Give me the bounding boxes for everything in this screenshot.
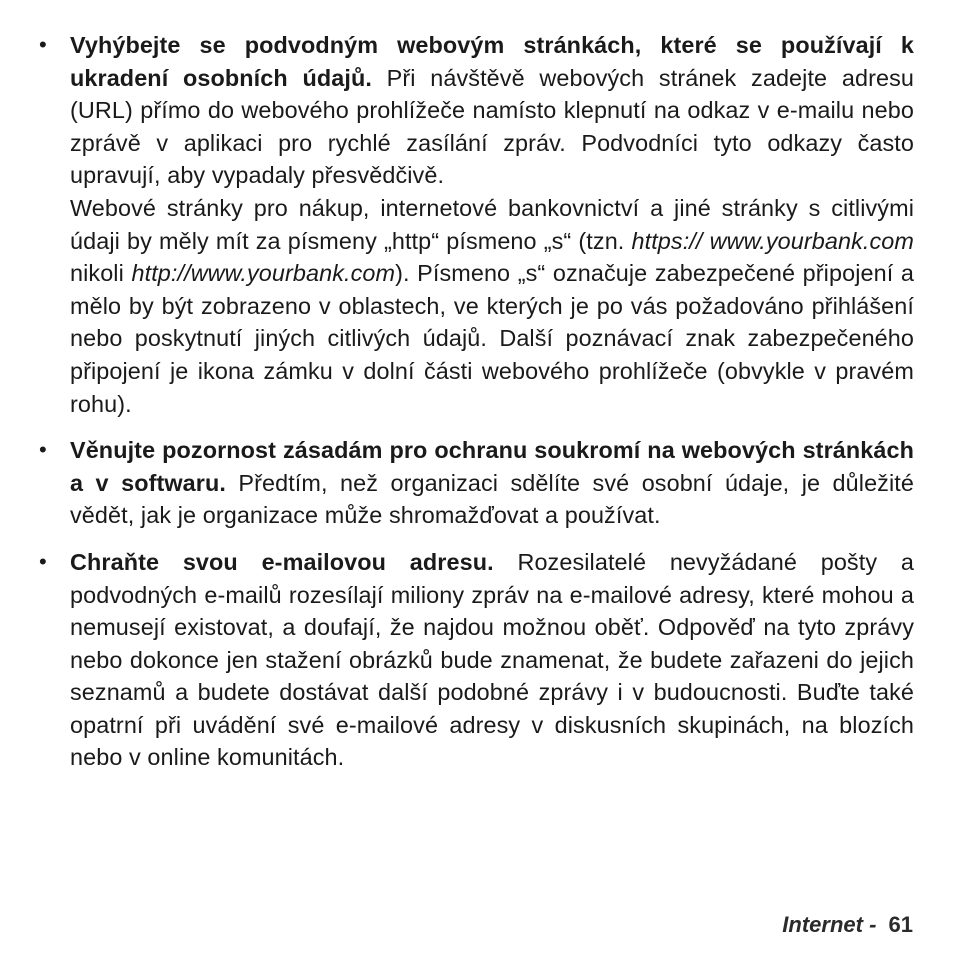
bullet-icon: • xyxy=(39,548,47,574)
item-heading: Chraňte svou e-mailovou adresu. xyxy=(70,548,494,575)
paragraph xyxy=(70,29,914,192)
page-footer xyxy=(782,912,913,938)
item-text: ). Písmeno „s“ označuje zabezpečené připojení a mělo by být zobrazeno v oblastech, ve kterých je po vás požadováno přihlášení nebo poskytnutí jiných citlivých údajů. Další poznávací znak zabezpečeného připojení je ikona zámku v dolní části webového prohlížeče (obvykle v pravém rohu). xyxy=(70,260,914,417)
list-item xyxy=(39,546,914,774)
bullet-icon: • xyxy=(39,32,47,57)
list-item xyxy=(39,434,914,532)
item-text: nikoli xyxy=(70,260,132,287)
paragraph xyxy=(70,192,914,420)
item-text: Při návštěvě webových stránek zadejte adresu (URL) přímo do webového prohlížeče namísto klepnutí na odkaz v e-mailu nebo zprávě v aplikaci pro rychlé zasílání zpráv. Podvodníci tyto odkazy často upravují, aby vypadaly přesvědčivě. xyxy=(70,64,914,189)
item-text: Rozesilatelé nevyžádané pošty a podvodných e-mailů rozesílají miliony zpráv na e-mailové adresy, které mohou a nemusejí existovat, a doufají, že najdou možnou oběť. Odpověď na tyto zprávy nebo dokonce jen stažení obrázků bude znamenat, že budete zařazeni do jejich seznamů a budete dostávat další podobné zprávy i v budoucnosti. Buďte také opatrní při uvádění své e-mailové adresy v diskusních skupinách, na blozích nebo v online komunitách. xyxy=(70,548,914,771)
item-heading: Vyhýbejte se podvodným webovým stránkách, které se používají k ukradení osobních údajů. xyxy=(70,32,914,91)
list-item xyxy=(39,29,914,420)
document-body xyxy=(0,29,954,774)
paragraph xyxy=(70,546,914,774)
page-number: 61 xyxy=(888,912,913,937)
paragraph xyxy=(70,434,914,532)
bullet-icon: • xyxy=(39,437,47,463)
item-heading: Věnujte pozornost zásadám pro ochranu soukromí na webových stránkách a v softwaru. xyxy=(70,437,914,496)
url-example-insecure: http://www.yourbank.com xyxy=(131,260,396,287)
item-text: Předtím, než organizaci sdělíte své osobní údaje, je důležité vědět, jak je organizace může shromažďovat a používat. xyxy=(70,469,914,529)
item-text: Webové stránky pro nákup, internetové bankovnictví a jiné stránky s citlivými údaji by měly mít za písmeny „http“ písmeno „s“ (tzn. xyxy=(70,194,914,254)
section-name: Internet - xyxy=(782,912,883,937)
url-example-secure: https:// www.yourbank.com xyxy=(631,227,914,254)
